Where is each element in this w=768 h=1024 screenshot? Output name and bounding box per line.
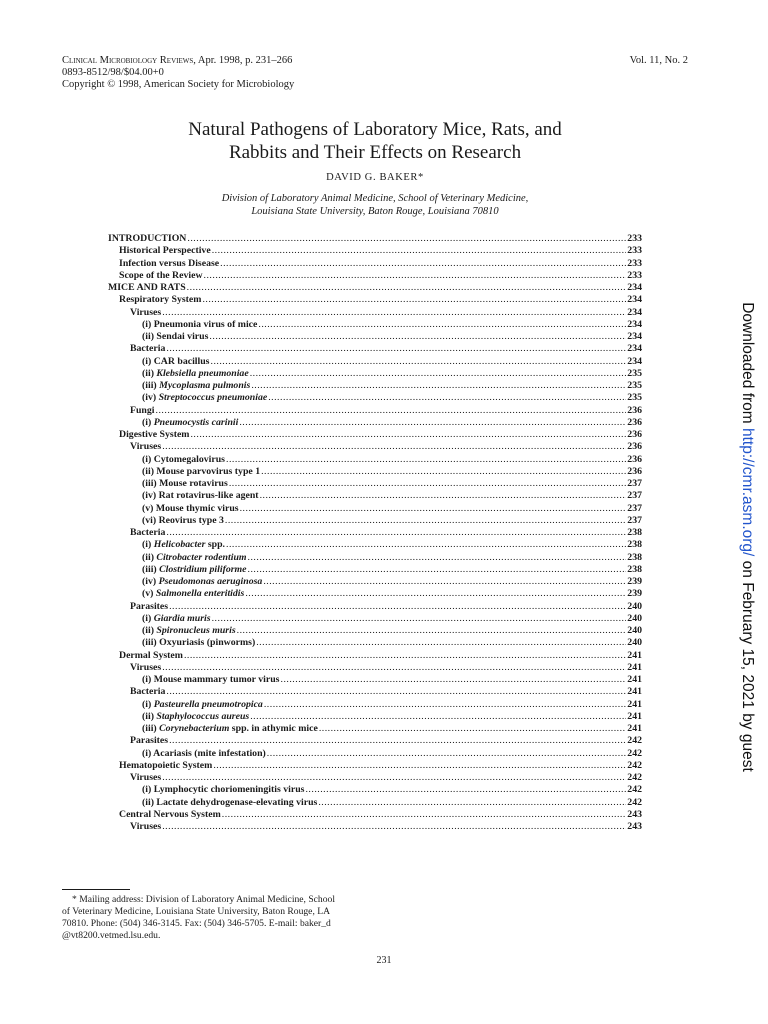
toc-page-number: 241 [627, 698, 642, 710]
toc-leader-dots [190, 429, 626, 441]
toc-page-number: 234 [627, 306, 642, 318]
toc-entry-label: (i) Lymphocytic choriomeningitis virus [142, 784, 305, 796]
toc-leader-dots [267, 748, 627, 760]
toc-page-number: 238 [627, 563, 642, 575]
toc-leader-dots [220, 258, 626, 270]
toc-entry-label: (v) Mouse thymic virus [142, 502, 239, 514]
toc-entry-organism: Citrobacter rodentium [156, 551, 247, 563]
toc-leader-dots [213, 760, 626, 772]
toc-page-number: 242 [627, 772, 642, 783]
toc-page-number: 234 [627, 343, 642, 355]
toc-entry [108, 454, 642, 466]
toc-leader-dots [202, 294, 626, 306]
toc-leader-dots [204, 270, 627, 282]
toc-leader-dots [166, 686, 626, 698]
toc-page-number: 234 [627, 331, 642, 342]
toc-entry-label: (i) Mouse mammary tumor virus [142, 674, 280, 685]
toc-entry-prefix: (iii) [142, 723, 160, 734]
toc-entry [108, 466, 642, 478]
toc-entry-label: (i) Pneumonia virus of mice [142, 318, 258, 330]
toc-leader-dots [162, 772, 626, 784]
toc-entry [108, 380, 642, 392]
toc-page-number: 241 [627, 686, 642, 698]
toc-page-number: 233 [627, 233, 642, 244]
toc-page-number: 239 [627, 576, 642, 587]
toc-entry-label: Dermal System [119, 649, 183, 661]
copyright-line: Copyright © 1998, American Society for Microbiology [62, 79, 295, 90]
toc-leader-dots [166, 527, 626, 539]
toc-leader-dots [240, 503, 627, 515]
toc-page-number: 234 [627, 318, 642, 330]
toc-entry-label: MICE AND RATS [108, 282, 186, 293]
toc-leader-dots [162, 821, 626, 833]
page-number: 231 [376, 955, 392, 966]
toc-entry [108, 392, 642, 404]
toc-entry [108, 576, 642, 588]
toc-page-number: 242 [627, 784, 642, 796]
journal-name: Clinical Microbiology Reviews [62, 55, 194, 66]
toc-entry [108, 588, 642, 600]
toc-entry-organism: Pasteurella pneumotropica [153, 698, 263, 710]
toc-entry [108, 650, 642, 662]
toc-entry-prefix: (iv) [142, 576, 159, 587]
toc-leader-dots [256, 637, 626, 649]
author-affiliation [62, 192, 688, 218]
toc-leader-dots [162, 662, 626, 674]
toc-entry-label: (iii) Oxyuriasis (pinworms) [142, 637, 256, 649]
toc-leader-dots [169, 735, 626, 747]
toc-page-number: 235 [627, 367, 642, 379]
toc-entry-label: Parasites [130, 735, 169, 747]
toc-leader-dots [222, 809, 627, 821]
toc-leader-dots [225, 515, 626, 527]
toc-entry [108, 539, 642, 551]
toc-entry [108, 674, 642, 686]
toc-entry-prefix: (ii) [142, 710, 157, 722]
toc-leader-dots [237, 625, 627, 637]
toc-page-number: 243 [627, 821, 642, 832]
toc-entry [108, 307, 642, 319]
toc-entry-label: (iv) Rat rotavirus-like agent [142, 490, 259, 502]
toc-leader-dots [268, 392, 626, 404]
toc-page-number: 233 [627, 269, 642, 281]
toc-entry [108, 319, 642, 331]
citation-details: , Apr. 1998, p. 231–266 [193, 55, 293, 66]
issn-line: 0893-8512/98/$04.00+0 [62, 67, 164, 78]
toc-entry-prefix: (i) [142, 539, 154, 551]
toc-leader-dots [212, 245, 627, 257]
toc-entry-organism: Clostridium piliforme [159, 563, 247, 575]
toc-entry-label: Viruses [130, 441, 162, 453]
toc-leader-dots [264, 699, 626, 711]
toc-entry [108, 245, 642, 257]
toc-page-number: 236 [627, 404, 642, 416]
toc-entry [108, 343, 642, 355]
toc-entry-label [108, 711, 249, 723]
toc-entry [108, 478, 642, 490]
toc-entry [108, 772, 642, 784]
toc-entry [108, 258, 642, 270]
download-suffix: on February 15, 2021 by guest [739, 556, 756, 772]
toc-entry-label [108, 539, 225, 551]
toc-entry [108, 233, 642, 245]
toc-entry-label [108, 576, 262, 588]
toc-leader-dots [162, 441, 626, 453]
toc-entry-label: Historical Perspective [119, 245, 211, 257]
toc-entry-label: Viruses [130, 772, 162, 783]
toc-entry-organism: Klebsiella pneumoniae [156, 367, 249, 379]
toc-page-number: 237 [627, 490, 642, 502]
toc-leader-dots [250, 711, 626, 723]
toc-entry-label: Bacteria [130, 686, 166, 698]
toc-entry-label: (i) Acariasis (mite infestation) [142, 747, 266, 759]
download-prefix: Downloaded from [739, 302, 756, 429]
toc-page-number: 242 [627, 735, 642, 747]
toc-entry [108, 760, 642, 772]
toc-leader-dots [261, 466, 626, 478]
footnote-line-4: @vt8200.vetmed.lsu.edu. [62, 930, 161, 941]
toc-page-number: 240 [627, 600, 642, 612]
toc-page-number: 240 [627, 612, 642, 624]
toc-entry-label: Respiratory System [119, 294, 202, 306]
toc-entry-label: Viruses [130, 821, 162, 832]
toc-entry [108, 356, 642, 368]
toc-leader-dots [162, 307, 626, 319]
toc-entry-label: Digestive System [119, 429, 190, 440]
toc-page-number: 239 [627, 588, 642, 600]
toc-entry-label [108, 392, 267, 404]
toc-entry [108, 441, 642, 453]
toc-leader-dots [211, 356, 627, 368]
toc-leader-dots [239, 417, 626, 429]
toc-page-number: 241 [627, 649, 642, 661]
toc-entry-label [108, 380, 250, 392]
toc-page-number: 238 [627, 551, 642, 563]
toc-entry [108, 294, 642, 306]
toc-entry-label: Viruses [130, 306, 162, 318]
toc-leader-dots [184, 650, 626, 662]
toc-entry-label: Fungi [130, 404, 155, 416]
toc-leader-dots [263, 576, 626, 588]
toc-entry-label [108, 625, 236, 637]
toc-entry-organism: Spironucleus muris [156, 625, 236, 636]
toc-entry-organism: Mycoplasma pulmonis [159, 380, 251, 391]
toc-entry [108, 821, 642, 833]
toc-entry [108, 405, 642, 417]
toc-entry [108, 331, 642, 343]
toc-page-number: 235 [627, 392, 642, 404]
toc-entry [108, 552, 642, 564]
toc-leader-dots [187, 233, 626, 245]
toc-entry [108, 429, 642, 441]
toc-page-number: 242 [627, 796, 642, 808]
toc-entry [108, 527, 642, 539]
toc-entry-organism: Helicobacter [153, 539, 206, 551]
toc-entry-label [108, 588, 244, 600]
toc-entry-label: Bacteria [130, 527, 166, 538]
toc-entry-label: Central Nervous System [119, 808, 221, 820]
toc-leader-dots [212, 613, 627, 625]
toc-entry-prefix: (ii) [142, 367, 157, 379]
toc-page-number: 236 [627, 416, 642, 428]
toc-page-number: 237 [627, 514, 642, 526]
toc-entry-label: Infection versus Disease [119, 257, 220, 269]
toc-entry-suffix: spp. [205, 539, 225, 551]
toc-entry [108, 625, 642, 637]
toc-page-number: 241 [627, 710, 642, 722]
toc-entry-prefix: (i) [142, 612, 154, 624]
toc-entry [108, 748, 642, 760]
toc-entry-label: Viruses [130, 661, 162, 673]
journal-site-link[interactable]: http://cmr.asm.org/ [739, 428, 756, 557]
footnote-divider [62, 889, 130, 890]
toc-leader-dots [166, 343, 626, 355]
toc-entry-label [108, 417, 238, 429]
download-notice [738, 302, 756, 772]
toc-leader-dots [305, 784, 626, 796]
toc-entry-prefix: (iii) [142, 380, 160, 391]
toc-page-number: 241 [627, 723, 642, 734]
toc-entry-prefix: (iv) [142, 392, 159, 404]
toc-entry [108, 601, 642, 613]
toc-entry [108, 637, 642, 649]
toc-entry [108, 282, 642, 294]
toc-entry-label: Scope of the Review [119, 269, 203, 281]
toc-leader-dots [251, 380, 626, 392]
toc-entry-label: (ii) Mouse parvovirus type 1 [142, 465, 261, 477]
toc-entry-organism: Corynebacterium [159, 723, 230, 734]
toc-page-number: 234 [627, 355, 642, 367]
toc-entry-organism: Pseudomonas aeruginosa [158, 576, 263, 587]
toc-entry-label: Bacteria [130, 343, 166, 355]
toc-page-number: 241 [627, 674, 642, 685]
affiliation-line-1: Division of Laboratory Animal Medicine, School of Veterinary Medicine, [221, 193, 529, 204]
toc-page-number: 238 [627, 539, 642, 551]
toc-entry-organism: Giardia muris [153, 612, 211, 624]
toc-page-number: 236 [627, 441, 642, 453]
journal-citation [62, 55, 294, 67]
toc-entry-label: Parasites [130, 600, 169, 612]
toc-leader-dots [248, 552, 627, 564]
toc-entry [108, 490, 642, 502]
toc-page-number: 234 [627, 294, 642, 306]
toc-entry [108, 699, 642, 711]
toc-page-number: 237 [627, 502, 642, 514]
toc-leader-dots [226, 454, 626, 466]
footnote [62, 894, 372, 942]
affiliation-line-2: Louisiana State University, Baton Rouge, Louisiana 70810 [251, 206, 499, 217]
toc-entry-prefix: (i) [142, 416, 154, 428]
toc-entry-label [108, 368, 249, 380]
toc-page-number: 233 [627, 245, 642, 257]
title-line-2: Rabbits and Their Effects on Research [228, 142, 522, 163]
toc-entry-organism: Streptococcus pneumoniae [158, 392, 268, 404]
toc-leader-dots [169, 601, 626, 613]
toc-page-number: 234 [627, 282, 642, 293]
toc-page-number: 237 [627, 478, 642, 489]
toc-entry-prefix: (i) [142, 698, 154, 710]
toc-entry [108, 784, 642, 796]
toc-entry [108, 711, 642, 723]
toc-leader-dots [281, 674, 627, 686]
toc-entry-organism: Pneumocystis carinii [153, 416, 239, 428]
toc-leader-dots [187, 282, 627, 294]
toc-leader-dots [260, 490, 627, 502]
toc-page-number: 235 [627, 380, 642, 391]
toc-entry-label [108, 613, 211, 625]
toc-entry-label [108, 552, 247, 564]
toc-leader-dots [209, 331, 626, 343]
title-line-1: Natural Pathogens of Laboratory Mice, Rats, and [188, 119, 562, 140]
toc-leader-dots [319, 723, 626, 735]
footnote-line-2: of Veterinary Medicine, Louisiana State University, Baton Rouge, LA [62, 906, 331, 917]
toc-leader-dots [258, 319, 626, 331]
toc-entry [108, 417, 642, 429]
toc-entry [108, 368, 642, 380]
toc-entry-organism: Staphylococcus aureus [156, 710, 250, 722]
toc-entry-suffix: spp. in athymic mice [229, 723, 318, 734]
footnote-line-1: * Mailing address: Division of Laboratory Animal Medicine, School [72, 894, 335, 905]
toc-entry [108, 270, 642, 282]
toc-page-number: 236 [627, 465, 642, 477]
toc-page-number: 236 [627, 429, 642, 440]
toc-page-number: 238 [627, 527, 642, 538]
toc-entry [108, 613, 642, 625]
toc-entry-prefix: (ii) [142, 551, 157, 563]
toc-leader-dots [156, 405, 627, 417]
toc-leader-dots [318, 797, 626, 809]
toc-entry [108, 662, 642, 674]
toc-entry [108, 735, 642, 747]
toc-entry-label: (vi) Reovirus type 3 [142, 514, 224, 526]
toc-entry-prefix: (iii) [142, 563, 160, 575]
running-header [62, 55, 294, 91]
toc-entry [108, 723, 642, 735]
toc-entry-label: (i) Cytomegalovirus [142, 453, 225, 465]
toc-entry-label [108, 723, 318, 735]
toc-entry-label [108, 564, 247, 576]
toc-entry [108, 797, 642, 809]
toc-entry-label: INTRODUCTION [108, 233, 187, 244]
toc-entry-prefix: (ii) [142, 625, 157, 636]
toc-entry [108, 809, 642, 821]
article-title [62, 118, 688, 164]
toc-leader-dots [226, 539, 626, 551]
toc-entry [108, 515, 642, 527]
toc-page-number: 233 [627, 257, 642, 269]
toc-entry-label: (ii) Lactate dehydrogenase-elevating virus [142, 796, 318, 808]
table-of-contents [108, 233, 642, 833]
toc-page-number: 241 [627, 661, 642, 673]
author-name: DAVID G. BAKER* [326, 172, 424, 183]
toc-entry [108, 564, 642, 576]
toc-page-number: 236 [627, 453, 642, 465]
toc-entry-label: Hematopoietic System [119, 759, 213, 771]
toc-entry-label: (iii) Mouse rotavirus [142, 478, 228, 489]
volume-issue: Vol. 11, No. 2 [629, 55, 688, 66]
toc-entry-label: (ii) Sendai virus [142, 331, 209, 342]
toc-entry-organism: Salmonella enteritidis [155, 588, 245, 600]
toc-leader-dots [245, 588, 626, 600]
toc-leader-dots [248, 564, 627, 576]
toc-entry [108, 686, 642, 698]
toc-entry-prefix: (v) [142, 588, 156, 600]
toc-page-number: 243 [627, 808, 642, 820]
toc-page-number: 242 [627, 759, 642, 771]
toc-leader-dots [250, 368, 627, 380]
toc-entry [108, 503, 642, 515]
toc-entry-label [108, 699, 263, 711]
toc-entry-label: (i) CAR bacillus [142, 355, 210, 367]
toc-page-number: 240 [627, 637, 642, 649]
footnote-line-3: 70810. Phone: (504) 346-3145. Fax: (504) 346-5705. E-mail: baker_d [62, 918, 331, 929]
toc-leader-dots [229, 478, 626, 490]
toc-page-number: 242 [627, 747, 642, 759]
toc-page-number: 240 [627, 625, 642, 636]
